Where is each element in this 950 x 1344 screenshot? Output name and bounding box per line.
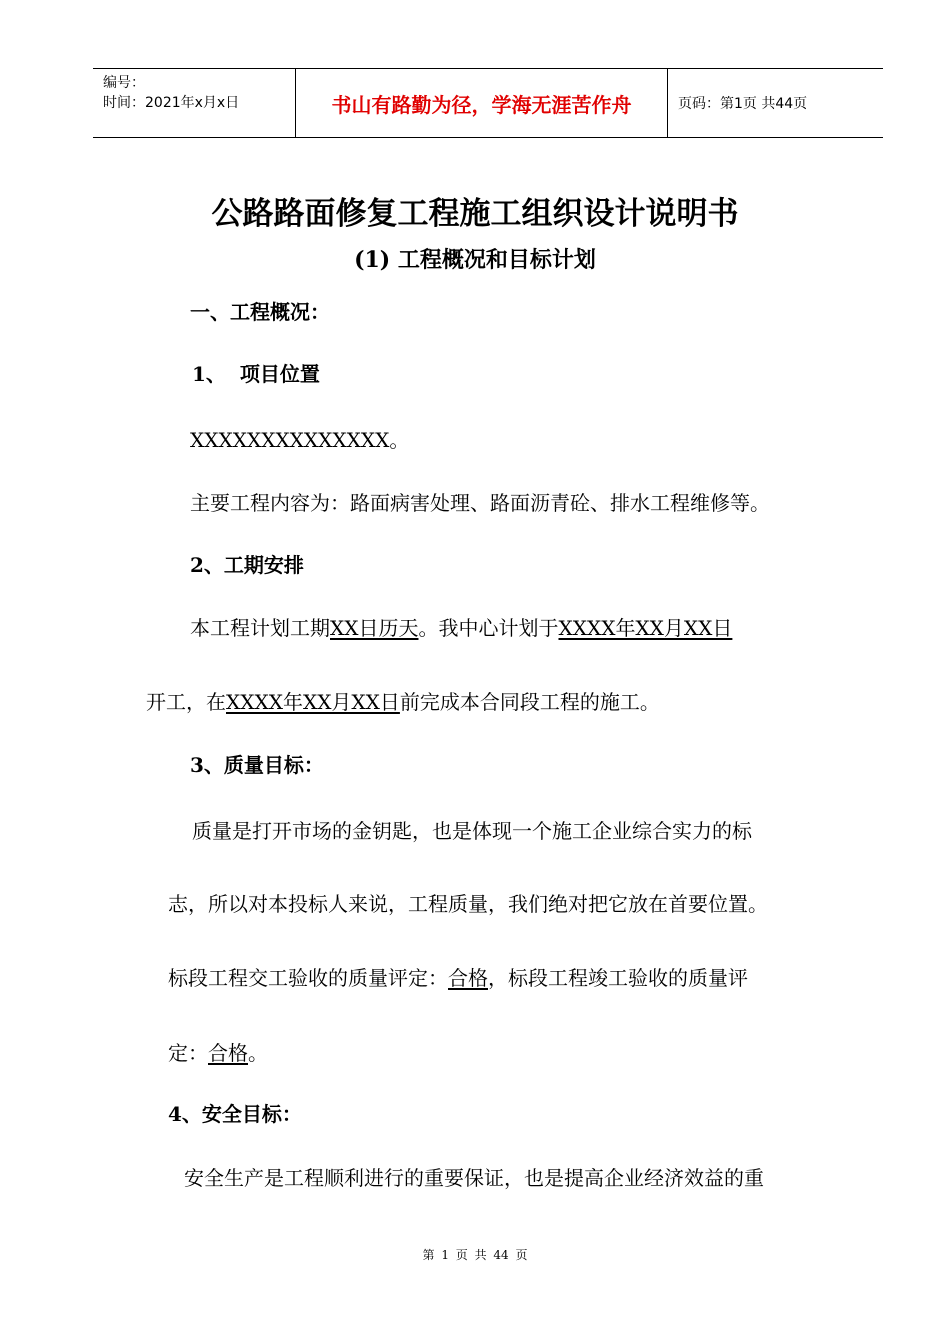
start-date-underlined: XXXX年XX月XX日: [558, 616, 733, 640]
text-run: 本工程计划工期: [190, 616, 330, 640]
item1-content: 主要工程内容为：路面病害处理、路面沥青砼、排水工程维修等。: [190, 491, 770, 515]
text-run: 标段工程交工验收的质量评定：: [168, 966, 448, 990]
text-run: 前完成本合同段工程的施工。: [399, 690, 660, 714]
header-page-cell: [668, 69, 883, 137]
item3-line4: [168, 1037, 268, 1066]
quality-grade-underlined: 合格: [208, 1041, 248, 1065]
text-run: ，标段工程竣工验收的质量评: [488, 966, 748, 990]
time-label: 时间：2021年x月x日: [103, 95, 240, 111]
document-title: 公路路面修复工程施工组织设计说明书: [211, 196, 739, 232]
header-info-cell: [93, 69, 295, 137]
header-page-info: 页码：第1页 共44页: [678, 96, 808, 112]
document-subtitle: (1) 工程概况和目标计划: [354, 247, 596, 273]
item2-heading: 2、工期安排: [190, 553, 304, 577]
item2-line2: [146, 686, 660, 715]
end-date-underlined: XXXX年XX月XX日: [226, 690, 400, 714]
text-run: 开工，在: [146, 690, 226, 714]
page-header: [93, 68, 883, 138]
header-motto-cell: [295, 69, 668, 137]
item1-location: XXXXXXXXXXXXXX。: [190, 428, 410, 452]
item3-line2: 志，所以对本投标人来说，工程质量，我们绝对把它放在首要位置。: [168, 892, 768, 916]
item4-heading: 4、安全目标：: [168, 1102, 302, 1126]
text-run: 定：: [168, 1041, 208, 1065]
item3-line3: [168, 962, 748, 991]
item1-heading: 1、 项目位置: [192, 362, 320, 386]
item3-line1: 质量是打开市场的金钥匙，也是体现一个施工企业综合实力的标: [192, 819, 752, 843]
section1-heading: 一、工程概况：: [190, 300, 330, 324]
item4-line1: 安全生产是工程顺利进行的重要保证，也是提高企业经济效益的重: [184, 1166, 764, 1190]
serial-label: 编号：: [103, 75, 145, 91]
text-run: 。: [248, 1041, 268, 1065]
text-run: 。我中心计划于: [418, 616, 559, 640]
duration-underlined: XX日历天: [330, 616, 419, 640]
page-footer: 第 1 页 共 44 页: [422, 1248, 528, 1262]
item3-heading: 3、质量目标：: [190, 753, 324, 777]
header-motto: 书山有路勤为径，学海无涯苦作舟: [331, 92, 632, 117]
quality-grade-underlined: 合格: [448, 966, 488, 990]
item2-line1: [190, 612, 732, 641]
